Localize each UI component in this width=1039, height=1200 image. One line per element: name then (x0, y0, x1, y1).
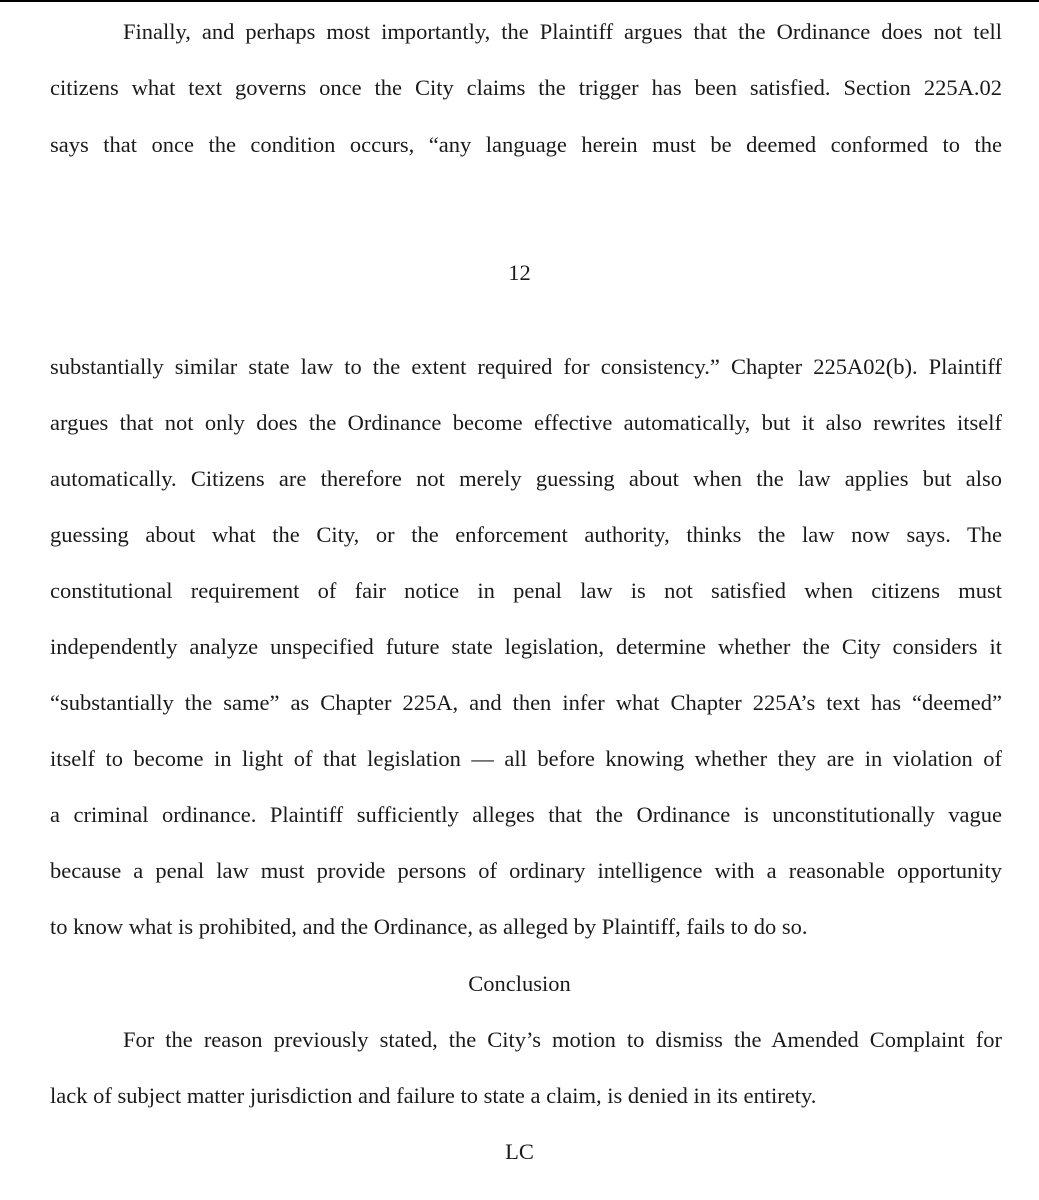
paragraph-2-line-5: constitutional requirement of fair notice in penal law is not satisfied when citizens must (50, 578, 1002, 603)
paragraph-1-line-1: Finally, and perhaps most importantly, the Plaintiff argues that the Ordinance does not tell (123, 19, 1002, 44)
page-number: 12 (508, 260, 531, 285)
paragraph-1-line-3: says that once the condition occurs, “any language herein must be deemed conformed to the (50, 132, 1002, 157)
signature-initials: LC (505, 1139, 534, 1164)
paragraph-3-line-2: lack of subject matter jurisdiction and failure to state a claim, is denied in its entirety. (50, 1083, 817, 1108)
paragraph-2-line-10: because a penal law must provide persons of ordinary intelligence with a reasonable opportunity (50, 858, 1002, 883)
page-top-edge (0, 0, 1039, 2)
conclusion-heading: Conclusion (468, 971, 571, 996)
paragraph-2-line-3: automatically. Citizens are therefore not merely guessing about when the law applies but also (50, 466, 1002, 491)
paragraph-2-line-7: “substantially the same” as Chapter 225A, and then infer what Chapter 225A’s text has “deemed” (50, 690, 1002, 715)
paragraph-2-line-9: a criminal ordinance. Plaintiff sufficiently alleges that the Ordinance is unconstitutionally vague (50, 802, 1002, 827)
paragraph-1-line-2: citizens what text governs once the City claims the trigger has been satisfied. Section 225A.02 (50, 75, 1002, 100)
paragraph-2-line-4: guessing about what the City, or the enforcement authority, thinks the law now says. The (50, 522, 1002, 547)
paragraph-2-line-1: substantially similar state law to the extent required for consistency.” Chapter 225A02(b). Plaintiff (50, 354, 1002, 379)
paragraph-3-line-1: For the reason previously stated, the City’s motion to dismiss the Amended Complaint for (123, 1027, 1002, 1052)
paragraph-2-line-8: itself to become in light of that legislation — all before knowing whether they are in violation of (50, 746, 1002, 771)
paragraph-2-line-6: independently analyze unspecified future state legislation, determine whether the City considers it (50, 634, 1002, 659)
paragraph-2-line-2: argues that not only does the Ordinance become effective automatically, but it also rewrites itself (50, 410, 1002, 435)
paragraph-2-line-11: to know what is prohibited, and the Ordinance, as alleged by Plaintiff, fails to do so. (50, 914, 808, 939)
